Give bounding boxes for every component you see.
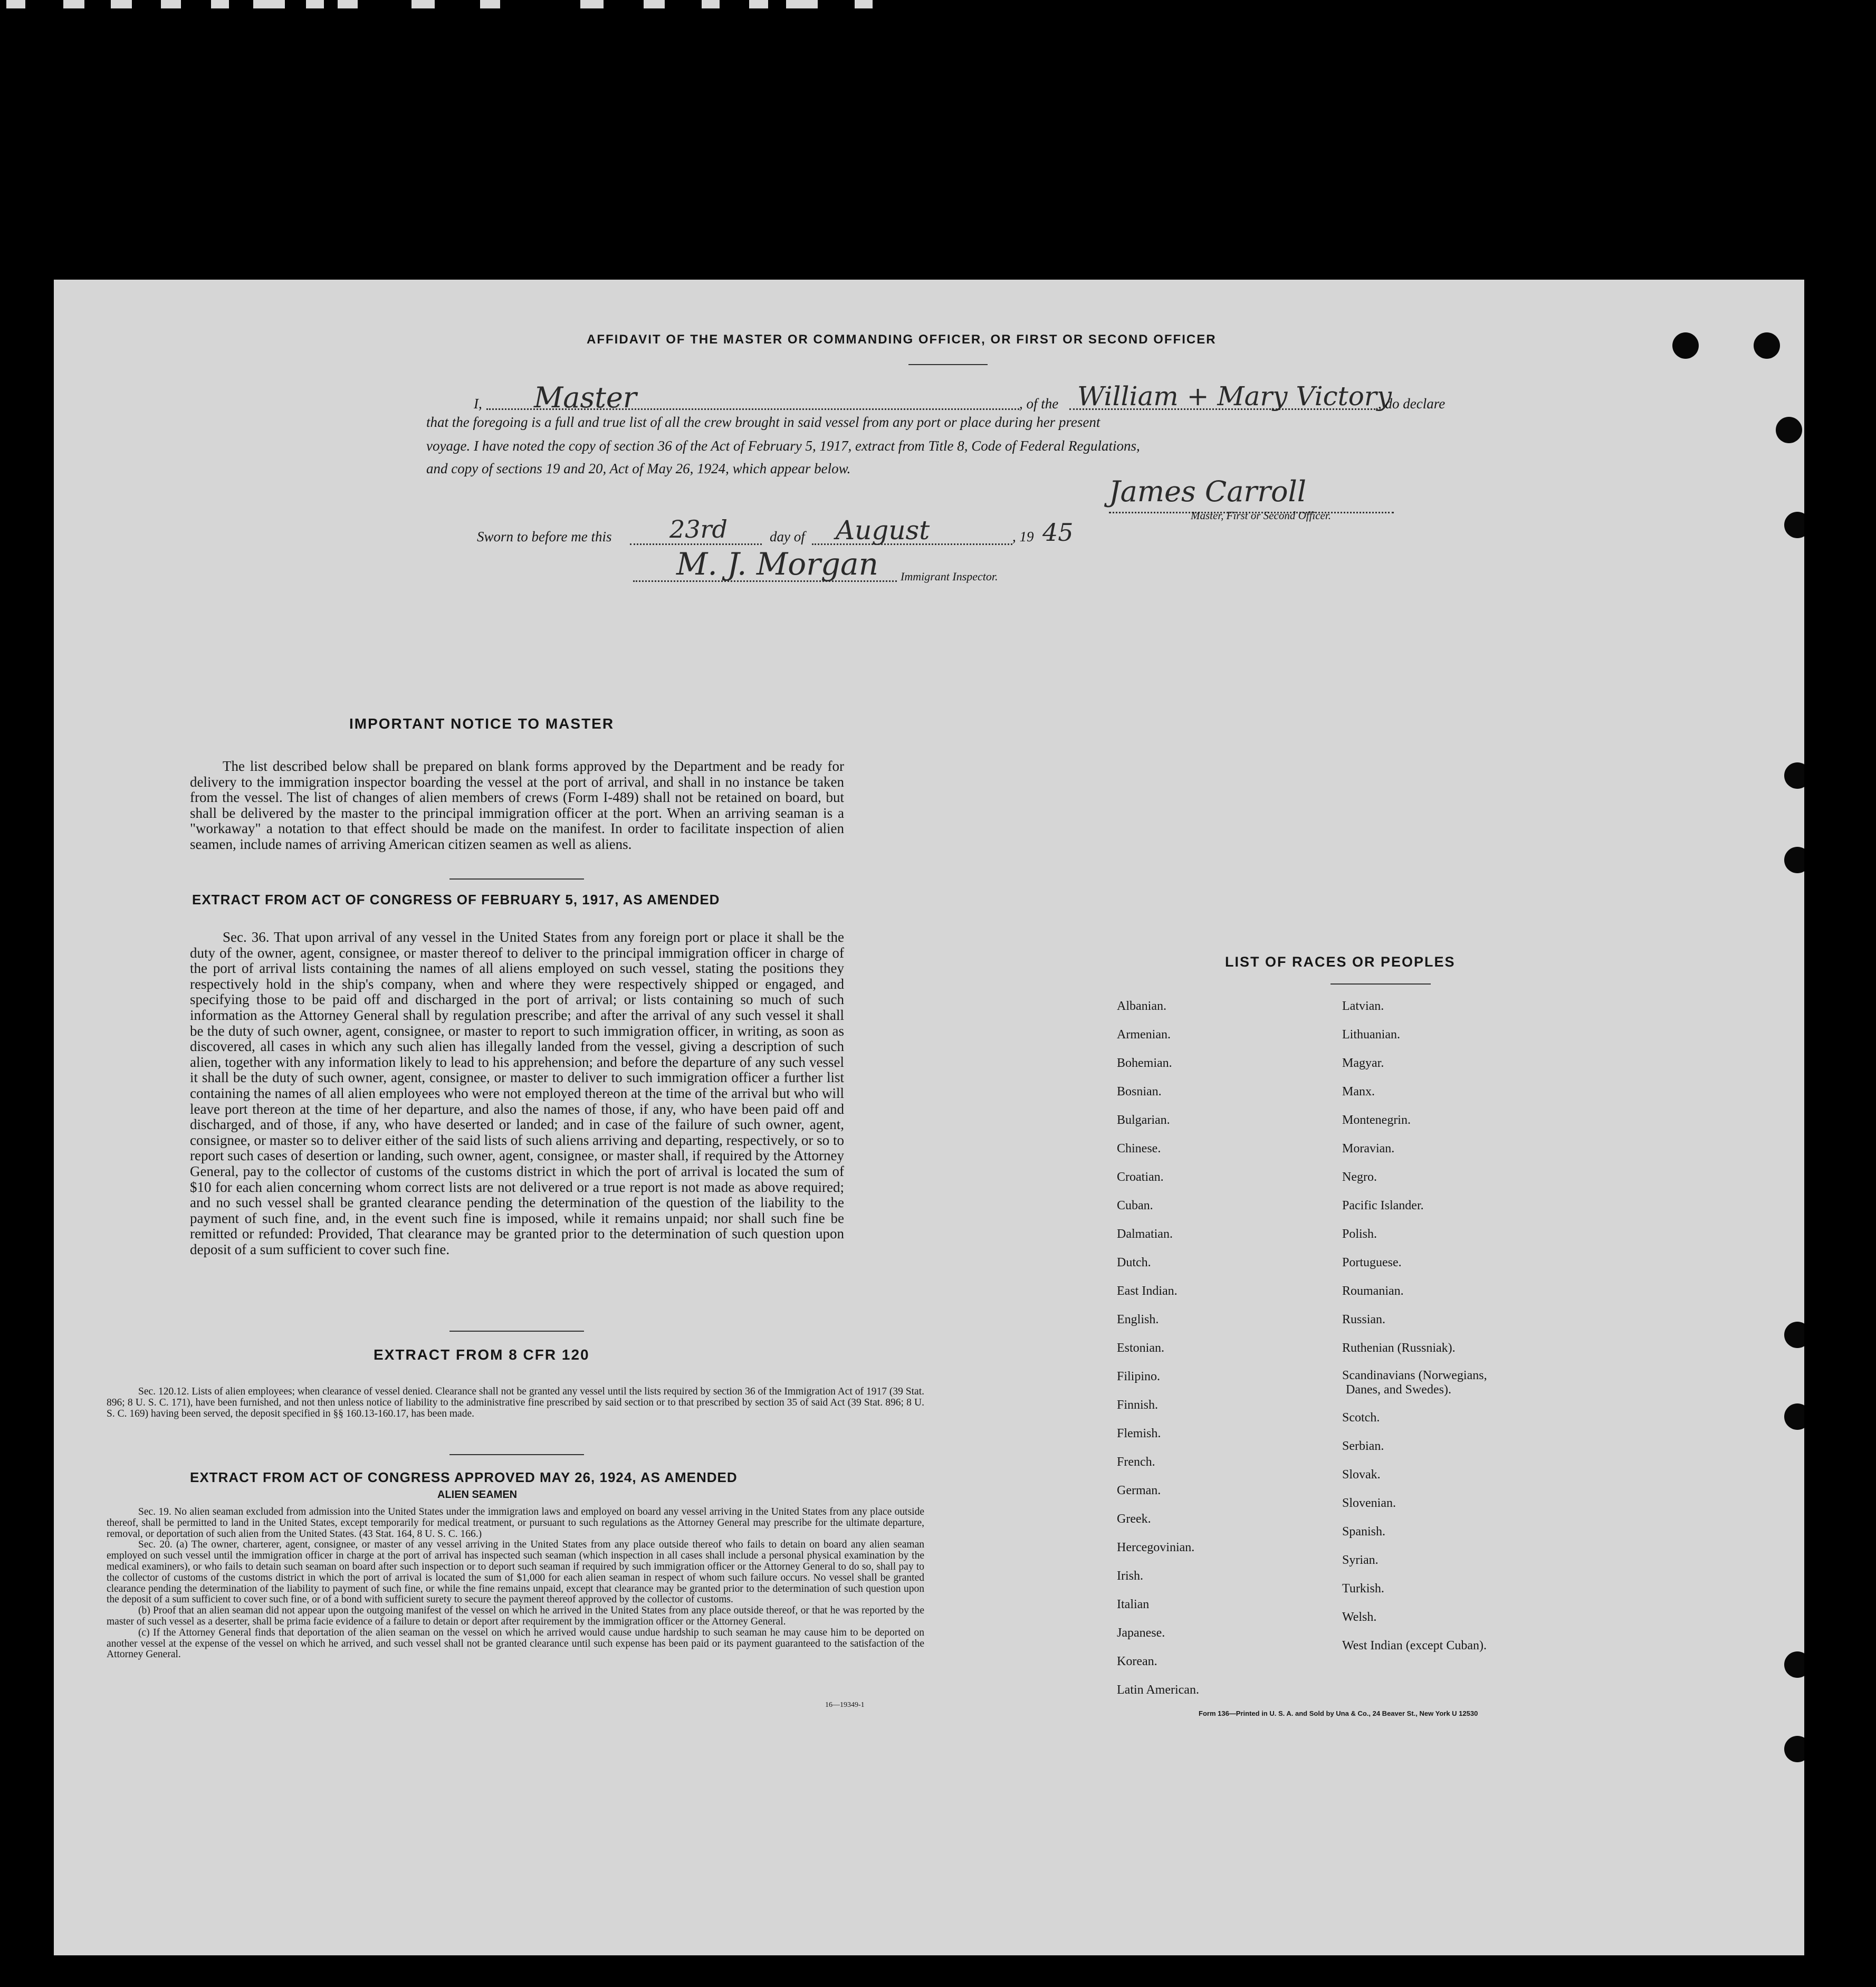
race-item: Dutch.: [1117, 1256, 1151, 1269]
form-number: 16—19349-1: [825, 1701, 865, 1709]
affidavit-title-rule: [908, 364, 988, 365]
handwritten-day: 23rd: [669, 515, 728, 543]
race-item: Welsh.: [1342, 1610, 1377, 1624]
punch-hole: [1784, 1651, 1804, 1678]
race-item: Roumanian.: [1342, 1284, 1404, 1298]
signature-caption: Master, First or Second Officer.: [1191, 509, 1331, 522]
punch-hole: [1754, 332, 1780, 359]
race-item: Albanian.: [1117, 999, 1166, 1013]
race-item: Serbian.: [1342, 1439, 1384, 1453]
race-item: Turkish.: [1342, 1582, 1384, 1596]
race-item: Polish.: [1342, 1227, 1377, 1241]
race-item-line: Scandinavians (Norwegians,: [1342, 1369, 1487, 1382]
sec20a-text: Sec. 20. (a) The owner, charterer, agent, consignee, or master of any vessel arriving in the United States from any place outside thereof who fails to detain on board any alien seaman employed on such vessel until the immigration officer in charge at the port of arrival has inspected such seaman (which inspection in all cases shall include a personal physical examination by the medical examiners), or who fails to detain such seaman on board after such inspection or to deport such seaman if required by such immigration officer or the Attorney General to do so, shall pay to the collector of customs of the customs district in which the port of arrival is located the sum of $1,000 for each alien seaman in respect of whom such failure occurs. No vessel shall be granted clearance pending the determination of the liability to payment of such fine, or while the fine remains unpaid, except that clearance may be granted prior to the determination of such question upon the deposit of a sum sufficient to cover such fine, or of a bond with sufficient surety to secure the payment thereof approved by the collector of customs.: [107, 1539, 924, 1606]
race-item: German.: [1117, 1484, 1161, 1497]
race-item: Bohemian.: [1117, 1056, 1172, 1070]
extract-1917-rule: [449, 1331, 584, 1332]
notice-body: The list described below shall be prepared on blank forms approved by the Department and be ready for delivery to the immigration inspector boarding the vessel at the port of arrival, and shall in no instance be taken from the vessel. The list of changes of alien members of crews (Form I-489) shall not be retained on board, but shall be delivered by the master to the principal immigration officer at the port. When an arriving seaman is a "workaway" a notation to that effect should be made on the manifest. In order to facilitate inspection of alien seamen, include names of arriving American citizen seamen as well as aliens.: [190, 758, 844, 852]
race-item: Cuban.: [1117, 1199, 1153, 1212]
extract-1917-title: EXTRACT FROM ACT OF CONGRESS OF FEBRUARY 5, 1917, AS AMENDED: [192, 892, 720, 907]
races-left-column: [1117, 992, 1199, 1704]
punch-hole: [1784, 1403, 1804, 1430]
i-label: I,: [474, 396, 482, 412]
races-title-rule: [1331, 983, 1431, 985]
declaration-line-3: voyage. I have noted the copy of section 36 of the Act of February 5, 1917, extract from Title 8, Code of Federal Regulations,: [426, 438, 1140, 454]
punch-hole: [1784, 512, 1804, 538]
day-of-label: day of: [770, 529, 805, 544]
race-item: French.: [1117, 1455, 1155, 1469]
printer-footer: Form 136—Printed in U. S. A. and Sold by Una & Co., 24 Beaver St., New York U 12530: [1199, 1709, 1478, 1717]
race-item: Latvian.: [1342, 999, 1384, 1013]
race-item: Armenian.: [1117, 1028, 1171, 1042]
punch-hole: [1784, 1322, 1804, 1348]
race-item: Scotch.: [1342, 1411, 1380, 1425]
affidavit-title: AFFIDAVIT OF THE MASTER OR COMMANDING OFFICER, OR FIRST OR SECOND OFFICER: [587, 332, 1217, 347]
punch-hole: [1784, 1736, 1804, 1762]
race-item: Portuguese.: [1342, 1256, 1402, 1269]
extract-1917-body: Sec. 36. That upon arrival of any vessel in the United States from any foreign port or place it shall be the duty of the owner, agent, consignee, or master thereof to deliver to the principal immigration officer in charge of the port of arrival lists containing the names of all aliens employed on such vessel, stating the positions they respectively hold in the ship's company, when and where they were respectively shipped or engaged, and specifying those to be paid off and discharged in the port of arrival; or lists containing so much of such information as the Attorney General shall by regulation prescribe; and after the arrival of any such vessel it shall be the duty of such owner, agent, consignee, or master to report to such immigration officer, in writing, as soon as discovered, all cases in which any such alien has illegally landed from the vessel, giving a description of such alien, together with any information likely to lead to his apprehension; and before the departure of any such vessel it shall be the duty of such owner, agent, consignee, or master to deliver to such immigration officer a further list containing the names of all alien employees who were not employed thereon at the time of the arrival but who will leave port thereon at the time of her departure, and also the names of those, if any, who have been paid off and discharged, and of those, if any, who have deserted or landed; and in case of the failure of such owner, agent, consignee, or master so to deliver either of the said lists of such aliens arriving and departing, respectively, or so to report such cases of desertion or landing, such owner, agent, consignee, or master shall, if required by the Attorney General, pay to the collector of customs of the customs district in which the port of arrival is located the sum of $10 for each alien concerning whom correct lists are not delivered or a true report is not made as above required; and no such vessel shall be granted clearance pending the determination of the question of the liability to the payment of such fine, and, in the event such fine is imposed, while it remains unpaid; nor shall such fine be remitted or refunded: Provided, That clearance may be granted prior to the determination of such question upon deposit of a sum sufficient to cover such fine.: [190, 929, 844, 1257]
race-item: Spanish.: [1342, 1525, 1386, 1539]
notice-title: IMPORTANT NOTICE TO MASTER: [349, 715, 615, 732]
handwritten-year: 45: [1042, 518, 1074, 547]
extract-1924-subtitle: ALIEN SEAMEN: [437, 1489, 518, 1501]
race-item: Russian.: [1342, 1313, 1386, 1326]
cfr-body: Sec. 120.12. Lists of alien employees; when clearance of vessel denied. Clearance shall not be granted any vessel until the lists required by section 36 of the Immigration Act of 1917 (39 Stat. 896; 8 U. S. C. 171), have been furnished, and not then unless notice of liability to the administrative fine prescribed by said section or to that prescribed by section 35 of said Act (39 Stat. 896; 8 U. S. C. 169) having been served, the deposit specified in §§ 160.13-160.17, has been made.: [107, 1386, 924, 1419]
race-item: Dalmatian.: [1117, 1227, 1173, 1241]
race-item: Korean.: [1117, 1655, 1157, 1668]
master-signature: James Carroll: [1109, 475, 1307, 508]
declaration-line-2: that the foregoing is a full and true list of all the crew brought in said vessel from any port or place during her present: [426, 414, 1100, 430]
race-item: Negro.: [1342, 1170, 1377, 1184]
punch-hole: [1672, 332, 1699, 359]
sec19-text: Sec. 19. No alien seaman excluded from admission into the United States under the immigration laws and employed on board any vessel arriving in the United States from any place outside thereof, shall be permitted to land in the United States, except temporarily for medical treatment, or pursuant to such regulations as the Attorney General may prescribe for the ultimate departure, removal, or deportation of such alien from the United States. (43 Stat. 164, 8 U. S. C. 166.): [107, 1506, 924, 1540]
race-item: Moravian.: [1342, 1142, 1395, 1155]
punch-hole: [1784, 847, 1804, 873]
inspector-signature: M. J. Morgan: [676, 546, 878, 582]
declaration-line-1: [471, 381, 1473, 414]
race-item: Croatian.: [1117, 1170, 1164, 1184]
race-item: Japanese.: [1117, 1626, 1165, 1640]
race-item: Syrian.: [1342, 1553, 1379, 1567]
extract-1924-body: [107, 1507, 924, 1660]
race-item: Greek.: [1117, 1512, 1151, 1526]
sec20c-text: (c) If the Attorney General finds that deportation of the alien seaman on the vessel on which he arrived would cause undue hardship to such seaman he may cause him to be deported on another vessel at the expense of the vessel on which he arrived, and such vessel shall not be granted clearance until such expense has been paid or its payment guaranteed to the satisfaction of the Attorney General.: [107, 1627, 924, 1660]
notice-rule: [449, 878, 584, 880]
punch-hole: [1776, 417, 1802, 443]
race-item: Finnish.: [1117, 1398, 1159, 1412]
extract-1924-title: EXTRACT FROM ACT OF CONGRESS APPROVED MAY 26, 1924, AS AMENDED: [190, 1469, 738, 1485]
race-item: Italian: [1117, 1598, 1150, 1611]
scan-edge-marks: [0, 0, 950, 12]
race-item: English.: [1117, 1313, 1159, 1326]
race-item: Flemish.: [1117, 1427, 1161, 1440]
race-item: Pacific Islander.: [1342, 1199, 1424, 1212]
race-item: Chinese.: [1117, 1142, 1161, 1155]
race-item: Estonian.: [1117, 1341, 1164, 1355]
race-item: Magyar.: [1342, 1056, 1384, 1070]
race-item-multiline: [1342, 1362, 1487, 1403]
form-sheet: [54, 280, 1804, 1955]
sworn-line: [477, 515, 1215, 549]
race-item: East Indian.: [1117, 1284, 1178, 1298]
race-item: Slovak.: [1342, 1468, 1381, 1482]
race-item: Irish.: [1117, 1569, 1143, 1583]
sec20b-text: (b) Proof that an alien seaman did not appear upon the outgoing manifest of the vessel on which he arrived in the United States from any place outside thereof, or that he was reported by the master of such vessel as a deserter, shall be prima facie evidence of a failure to detain or deport after requirement by the immigration officer or the Attorney General.: [107, 1605, 924, 1627]
year-prefix: , 19: [1012, 529, 1034, 544]
races-title: LIST OF RACES OR PEOPLES: [1225, 954, 1456, 970]
declaration-line-4: and copy of sections 19 and 20, Act of May 26, 1924, which appear below.: [426, 461, 851, 476]
race-item: Bulgarian.: [1117, 1113, 1170, 1127]
of-the-label: , of the: [1019, 396, 1059, 412]
cfr-title: EXTRACT FROM 8 CFR 120: [374, 1346, 590, 1363]
inspector-caption: Immigrant Inspector.: [901, 570, 998, 583]
races-right-column: [1342, 992, 1487, 1660]
race-item: Ruthenian (Russniak).: [1342, 1341, 1456, 1355]
handwritten-month: August: [836, 515, 930, 546]
handwritten-vessel-name: William + Mary Victory: [1077, 381, 1392, 412]
race-item: Slovenian.: [1342, 1496, 1396, 1510]
race-item: Latin American.: [1117, 1683, 1199, 1697]
race-item: Hercegovinian.: [1117, 1541, 1195, 1554]
race-item: Montenegrin.: [1342, 1113, 1411, 1127]
handwritten-rank: Master: [534, 381, 637, 414]
cfr-rule: [449, 1454, 584, 1455]
race-item-line: Danes, and Swedes).: [1346, 1383, 1451, 1397]
race-item: Bosnian.: [1117, 1085, 1162, 1098]
race-item: Manx.: [1342, 1085, 1375, 1098]
race-item: Filipino.: [1117, 1370, 1161, 1383]
punch-hole: [1784, 762, 1804, 789]
race-item: West Indian (except Cuban).: [1342, 1639, 1487, 1652]
sworn-label: Sworn to before me this: [477, 529, 612, 544]
race-item: Lithuanian.: [1342, 1028, 1400, 1042]
do-declare-label: , do declare: [1378, 396, 1446, 412]
